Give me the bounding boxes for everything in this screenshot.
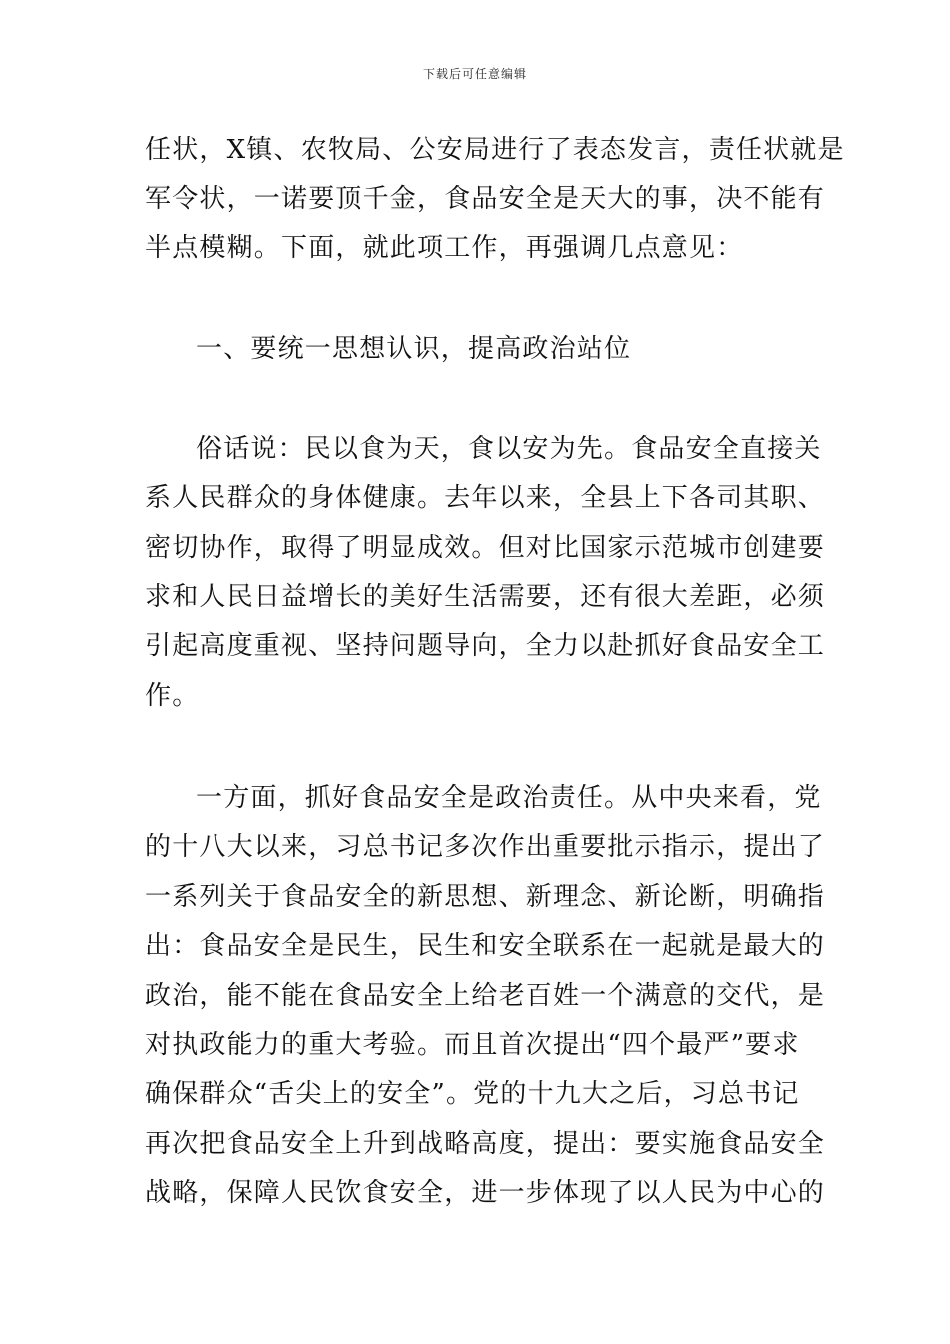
- paragraph-3-line-8: 再次把食品安全上升到战略高度，提出：要实施食品安全: [145, 1129, 826, 1159]
- paragraph-3-line-1: 一方面，抓好食品安全是政治责任。从中央来看，党: [196, 783, 822, 813]
- paragraph-2-line-3: 密切协作，取得了明显成效。但对比国家示范城市创建要: [145, 533, 826, 563]
- paragraph-3-line-3: 一系列关于食品安全的新思想、新理念、新论断，明确指: [145, 882, 826, 912]
- paragraph-3-line-9: 战略，保障人民饮食安全，进一步体现了以人民为中心的: [145, 1178, 826, 1208]
- section-heading-1: 一、要统一思想认识，提高政治站位: [196, 334, 632, 364]
- paragraph-1-line-2: 军令状，一诺要顶千金，食品安全是天大的事，决不能有: [145, 184, 826, 214]
- paragraph-3-line-2: 的十八大以来，习总书记多次作出重要批示指示，提出了: [145, 832, 826, 862]
- paragraph-3-line-6: 对执政能力的重大考验。而且首次提出“四个最严”要求: [145, 1030, 800, 1060]
- paragraph-2-line-5: 引起高度重视、坚持问题导向，全力以赴抓好食品安全工: [145, 631, 826, 661]
- paragraph-2-line-1: 俗话说：民以食为天，食以安为先。食品安全直接关: [196, 434, 822, 464]
- paragraph-3-line-4: 出：食品安全是民生，民生和安全联系在一起就是最大的: [145, 931, 826, 961]
- paragraph-2-line-6: 作。: [145, 681, 200, 711]
- paragraph-1-line-1: 任状，X镇、农牧局、公安局进行了表态发言，责任状就是: [145, 135, 845, 165]
- paragraph-2-line-2: 系人民群众的身体健康。去年以来，全县上下各司其职、: [145, 483, 826, 513]
- paragraph-2-line-4: 求和人民日益增长的美好生活需要，还有很大差距，必须: [145, 582, 826, 612]
- page-header: 下载后可任意编辑: [422, 67, 527, 81]
- paragraph-3-line-5: 政治，能不能在食品安全上给老百姓一个满意的交代，是: [145, 981, 826, 1011]
- paragraph-1-line-3: 半点模糊。下面，就此项工作，再强调几点意见：: [145, 233, 744, 263]
- paragraph-3-line-7: 确保群众“舌尖上的安全”。党的十九大之后，习总书记: [145, 1079, 800, 1109]
